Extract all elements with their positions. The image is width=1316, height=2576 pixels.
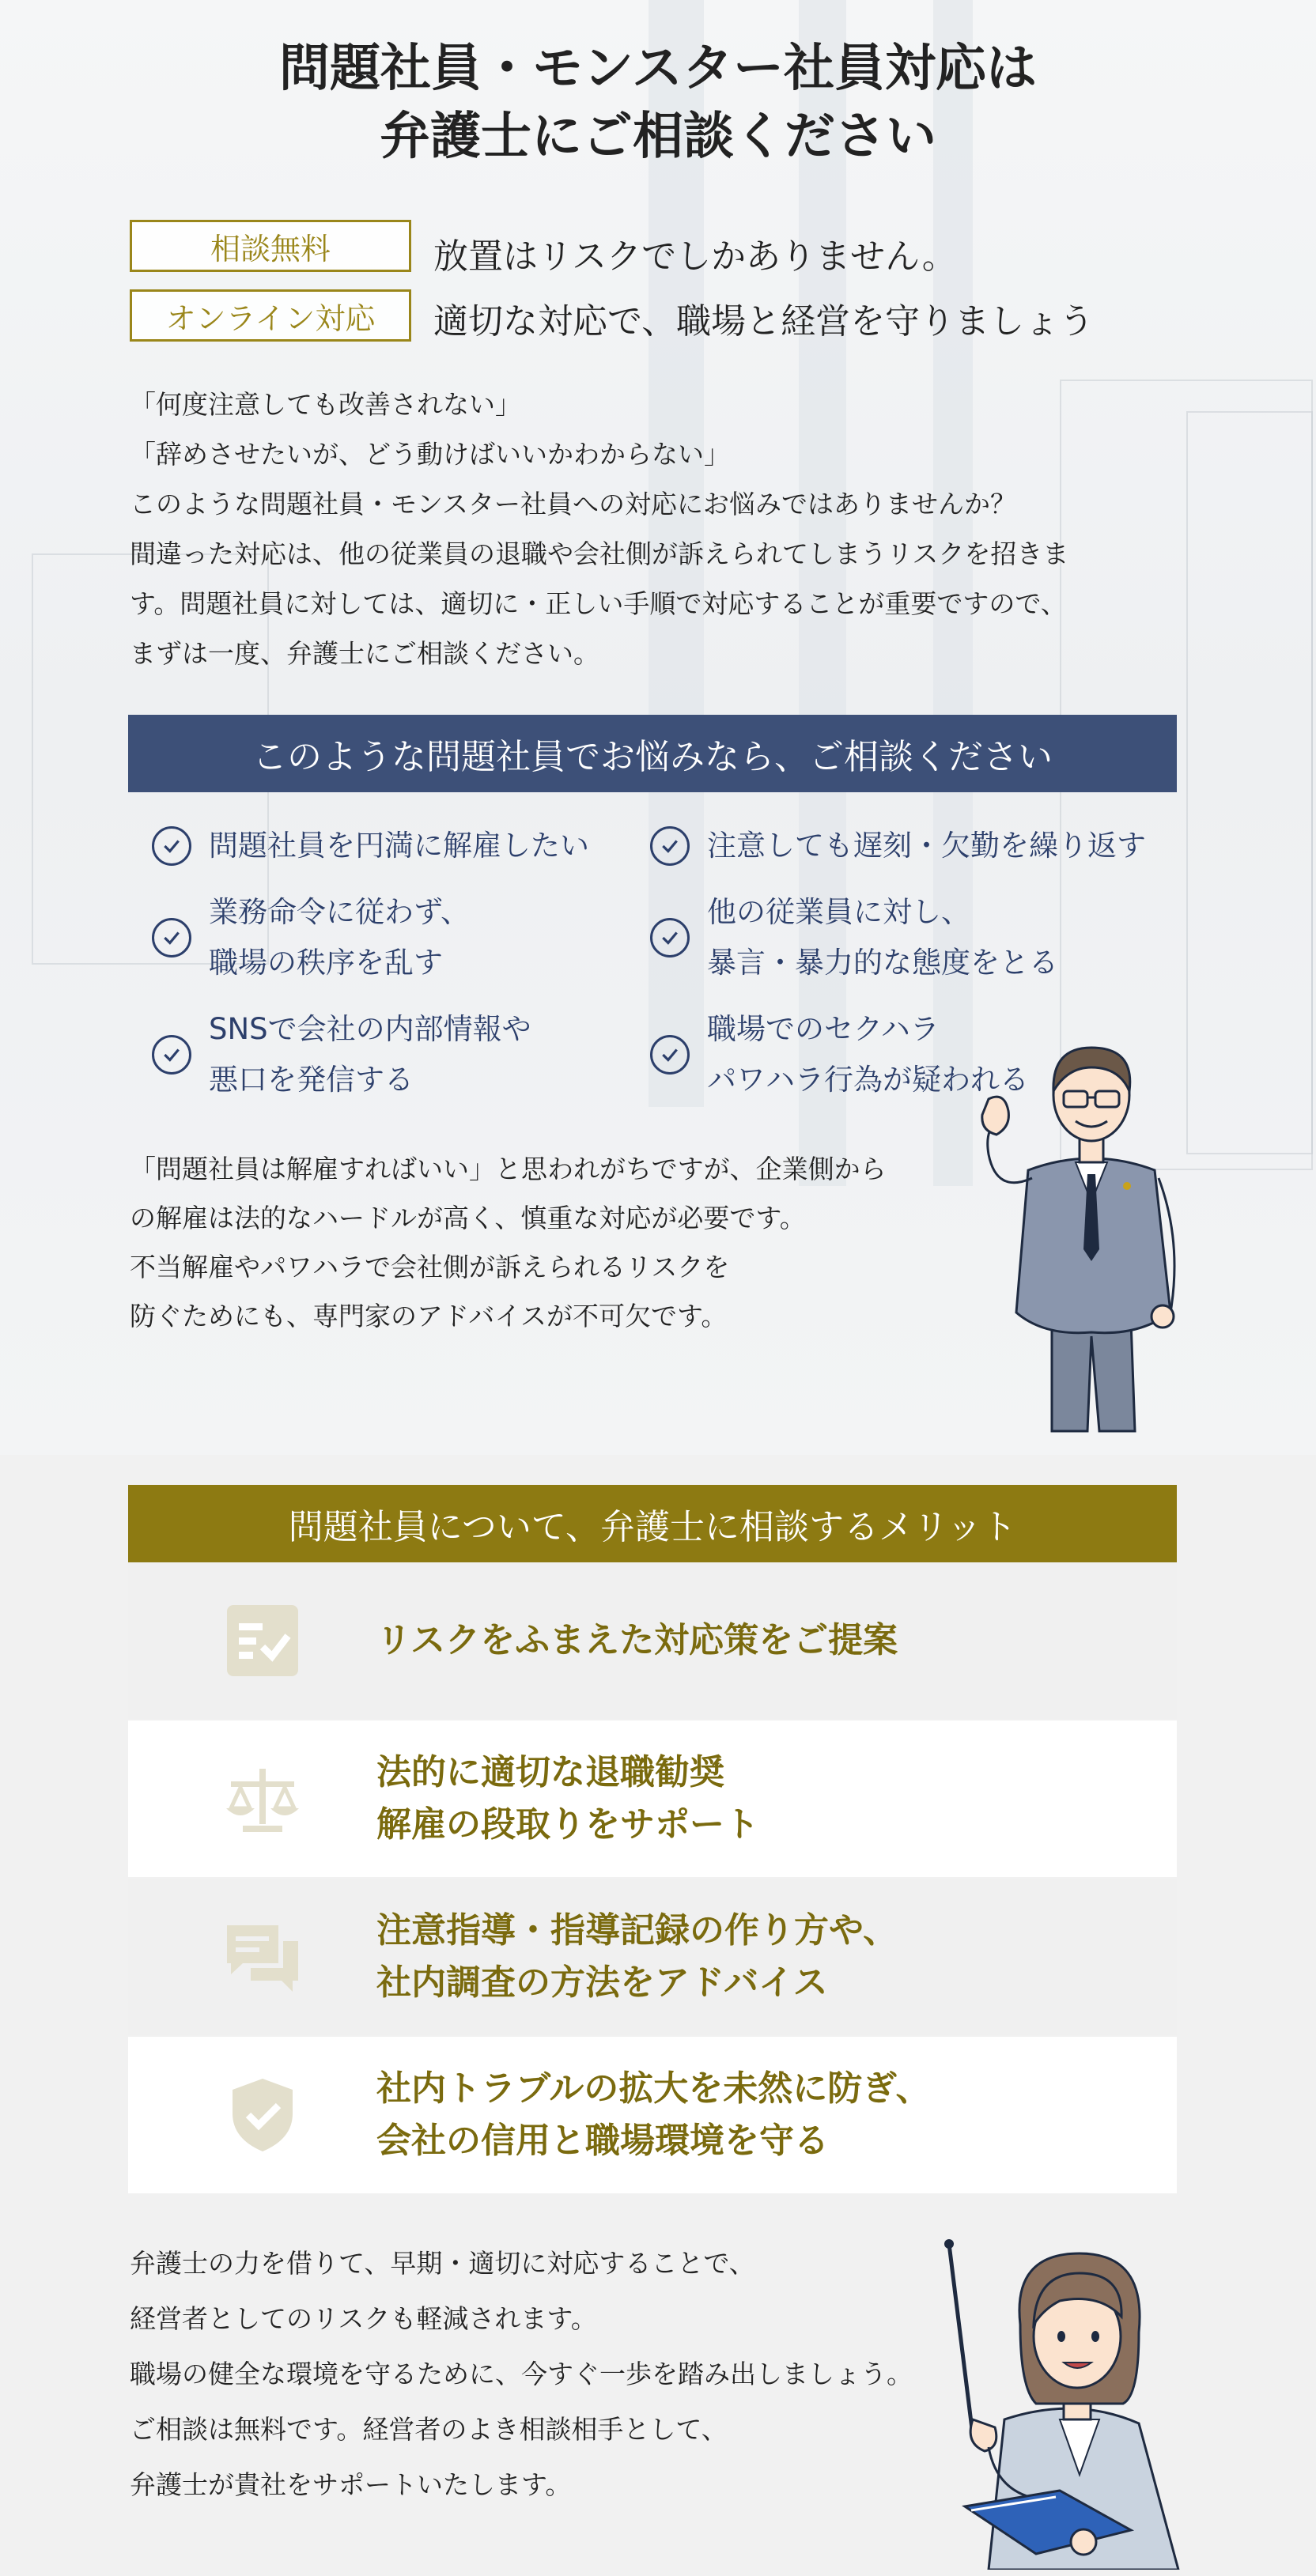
scales-icon: [223, 1759, 302, 1838]
closing-line: 弁護士が貴社をサポートいたします。: [130, 2469, 572, 2500]
check-circle-icon: [650, 826, 690, 866]
intro-line: 間違った対応は、他の従業員の退職や会社側が訴えられてしまうリスクを招きま: [130, 538, 1069, 569]
warning-line: の解雇は法的なハードルが高く、慎重な対応が必要です。: [130, 1203, 806, 1233]
closing-line: ご相談は無料です。経営者のよき相談相手として、: [130, 2414, 728, 2445]
chat-bubbles-icon: [223, 1917, 302, 1996]
check-circle-icon: [152, 918, 191, 958]
merit-item: [128, 1720, 1177, 1877]
merit-label: リスクをふまえた対応策をご提案: [376, 1620, 898, 1660]
badge-caption-risk: 放置はリスクでしかありません。: [433, 236, 957, 277]
concern-label: 業務命令に従わず、 職場の秩序を乱す: [209, 895, 471, 980]
closing-line: 弁護士の力を借りて、早期・適切に対応することで、: [130, 2248, 755, 2279]
concern-label: 注意しても遅刻・欠勤を繰り返す: [707, 829, 1146, 863]
concern-item: [152, 1004, 531, 1105]
merit-item: [128, 2037, 1177, 2193]
merit-item: [128, 1879, 1177, 2035]
concern-item: [650, 887, 1058, 988]
intro-line: 「何度注意しても改善されない」: [130, 389, 521, 420]
intro-line: 「辞めさせたいが、どう動けばいいかわからない」: [130, 439, 730, 470]
warning-line: 不当解雇やパワハラで会社側が訴えられるリスクを: [130, 1252, 730, 1282]
warning-line: 「問題社員は解雇すればいい」と思われがちですが、企業側から: [130, 1154, 887, 1184]
warning-text: [130, 1145, 984, 1341]
merit-label: 社内トラブルの拡大を未然に防ぎ、 会社の信用と職場環境を守る: [376, 2068, 931, 2161]
intro-line: このような問題社員・モンスター社員への対応にお悩みではありませんか？: [130, 489, 1017, 519]
concern-item: [650, 821, 1146, 871]
concern-label: 他の従業員に対し、 暴言・暴力的な態度をとる: [707, 895, 1058, 980]
closing-text: [130, 2236, 1000, 2513]
concern-label: 問題社員を円満に解雇したい: [209, 829, 589, 863]
closing-line: 職場の健全な環境を守るために、今すぐ一歩を踏み出しましょう。: [130, 2359, 913, 2389]
intro-line: す。問題社員に対しては、適切に・正しい手順で対応することが重要ですので、: [130, 588, 1067, 619]
warning-line: 防ぐためにも、専門家のアドバイスが不可欠です。: [130, 1301, 728, 1331]
page-title-line1: 問題社員・モンスター社員対応は: [278, 39, 1038, 98]
female-lawyer-illustration: [902, 2238, 1194, 2570]
check-circle-icon: [650, 1035, 690, 1075]
concern-label: SNSで会社の内部情報や 悪口を発信する: [209, 1012, 531, 1097]
intro-text: [130, 380, 1189, 678]
intro-line: まずは一度、弁護士にご相談ください。: [130, 638, 599, 669]
merit-item: [128, 1562, 1177, 1719]
check-circle-icon: [152, 1035, 191, 1075]
concern-item: [152, 887, 470, 988]
page-title: [0, 35, 1316, 171]
shield-check-icon: [223, 2076, 302, 2155]
concern-item: [152, 821, 589, 871]
checklist-icon: [223, 1601, 302, 1680]
concerns-heading: このような問題社員でお悩みなら、ご相談ください: [128, 715, 1177, 792]
check-circle-icon: [650, 918, 690, 958]
merits-heading: 問題社員について、弁護士に相談するメリット: [128, 1485, 1177, 1562]
page-title-line2: 弁護士にご相談ください: [380, 107, 936, 166]
free-consultation-badge: 相談無料: [130, 220, 411, 272]
concern-label: 職場でのセクハラ パワハラ行為が疑われる: [707, 1012, 1029, 1097]
check-circle-icon: [152, 826, 191, 866]
merit-label: 注意指導・指導記録の作り方や、 社内調査の方法をアドバイス: [376, 1910, 898, 2003]
merit-label: 法的に適切な退職勧奨 解雇の段取りをサポート: [376, 1752, 759, 1845]
badge-caption-protect: 適切な対応で、職場と経営を守りましょう: [433, 301, 1095, 342]
male-lawyer-illustration: [973, 1036, 1210, 1439]
closing-line: 経営者としてのリスクも軽減されます。: [130, 2303, 597, 2334]
online-support-badge: オンライン対応: [130, 289, 411, 342]
